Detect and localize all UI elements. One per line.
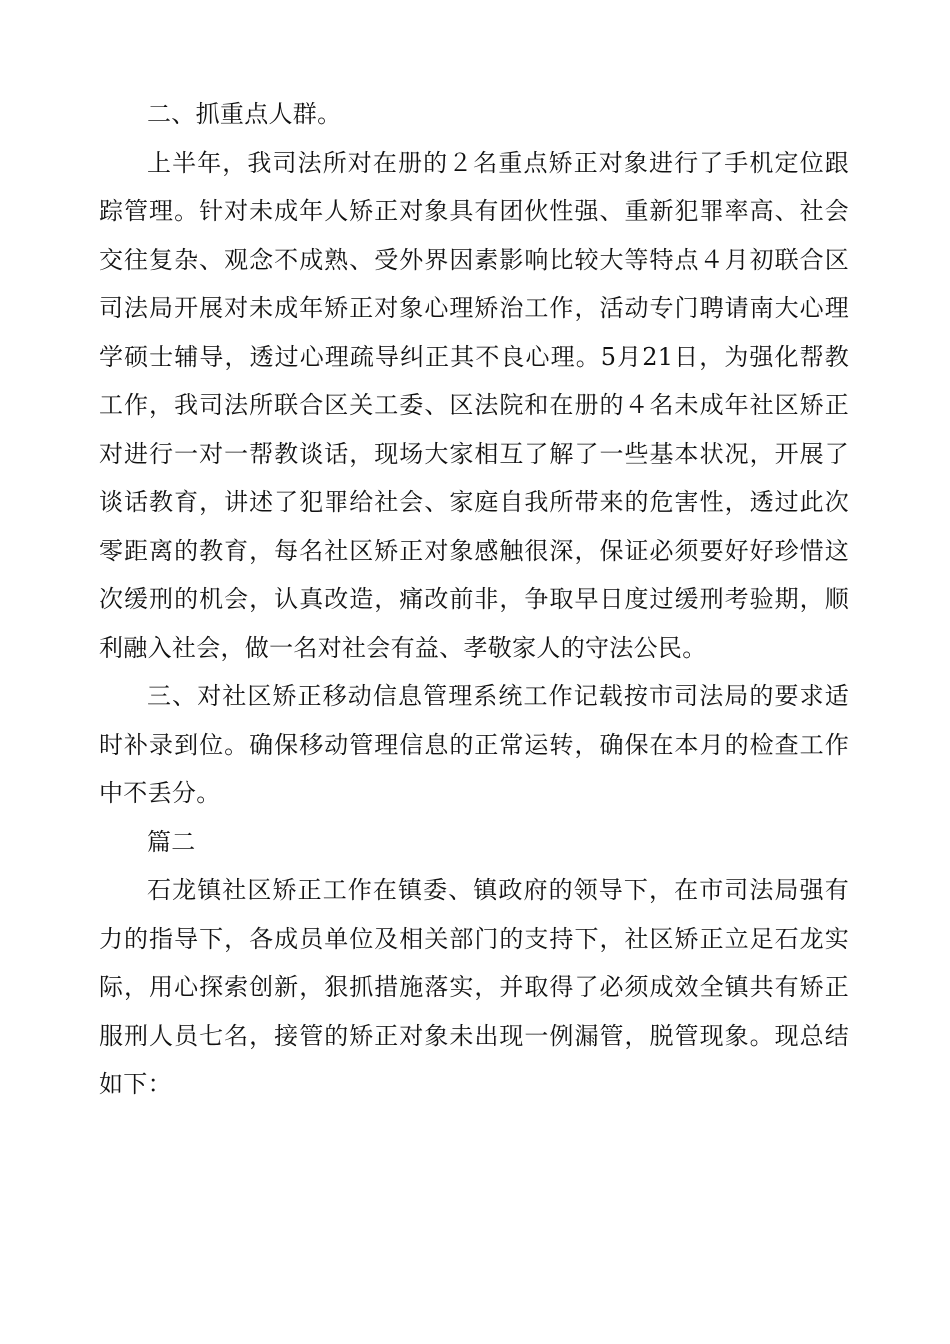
section-heading-key-groups: 二、抓重点人群。: [147, 100, 342, 128]
document-page: [99, 90, 849, 1109]
paragraph-system-records: 三、对社区矫正移动信息管理系统工作记载按市司法局的要求适时补录到位。确保移动管理信息的正常运转，确保在本月的检查工作中不丢分。: [99, 682, 849, 807]
section-heading-part-two: 篇二: [147, 827, 196, 856]
paragraph-first-half-work: 上半年，我司法所对在册的２名重点矫正对象进行了手机定位跟踪管理。针对未成年人矫正对象具有团伙性强、重新犯罪率高、社会交往复杂、观念不成熟、受外界因素影响比较大等特点４月初联合区司法局开展对未成年矫正对象心理矫治工作，活动专门聘请南大心理学硕士辅导，透过心理疏导纠正其不良心理。5月21日，为强化帮教工作，我司法所联合区关工委、区法院和在册的４名未成年社区矫正对进行一对一帮教谈话，现场大家相互了解了一些基本状况，开展了谈话教育，讲述了犯罪给社会、家庭自我所带来的危害性，透过此次零距离的教育，每名社区矫正对象感触很深，保证必须要好好珍惜这次缓刑的机会，认真改造，痛改前非，争取早日度过缓刑考验期，顺利融入社会，做一名对社会有益、孝敬家人的守法公民。: [99, 148, 849, 662]
paragraph-shilong-summary: 石龙镇社区矫正工作在镇委、镇政府的领导下，在市司法局强有力的指导下，各成员单位及相关部门的支持下，社区矫正立足石龙实际，用心探索创新，狠抓措施落实，并取得了必须成效全镇共有矫正服刑人员七名，接管的矫正对象未出现一例漏管，脱管现象。现总结如下：: [99, 876, 849, 1098]
